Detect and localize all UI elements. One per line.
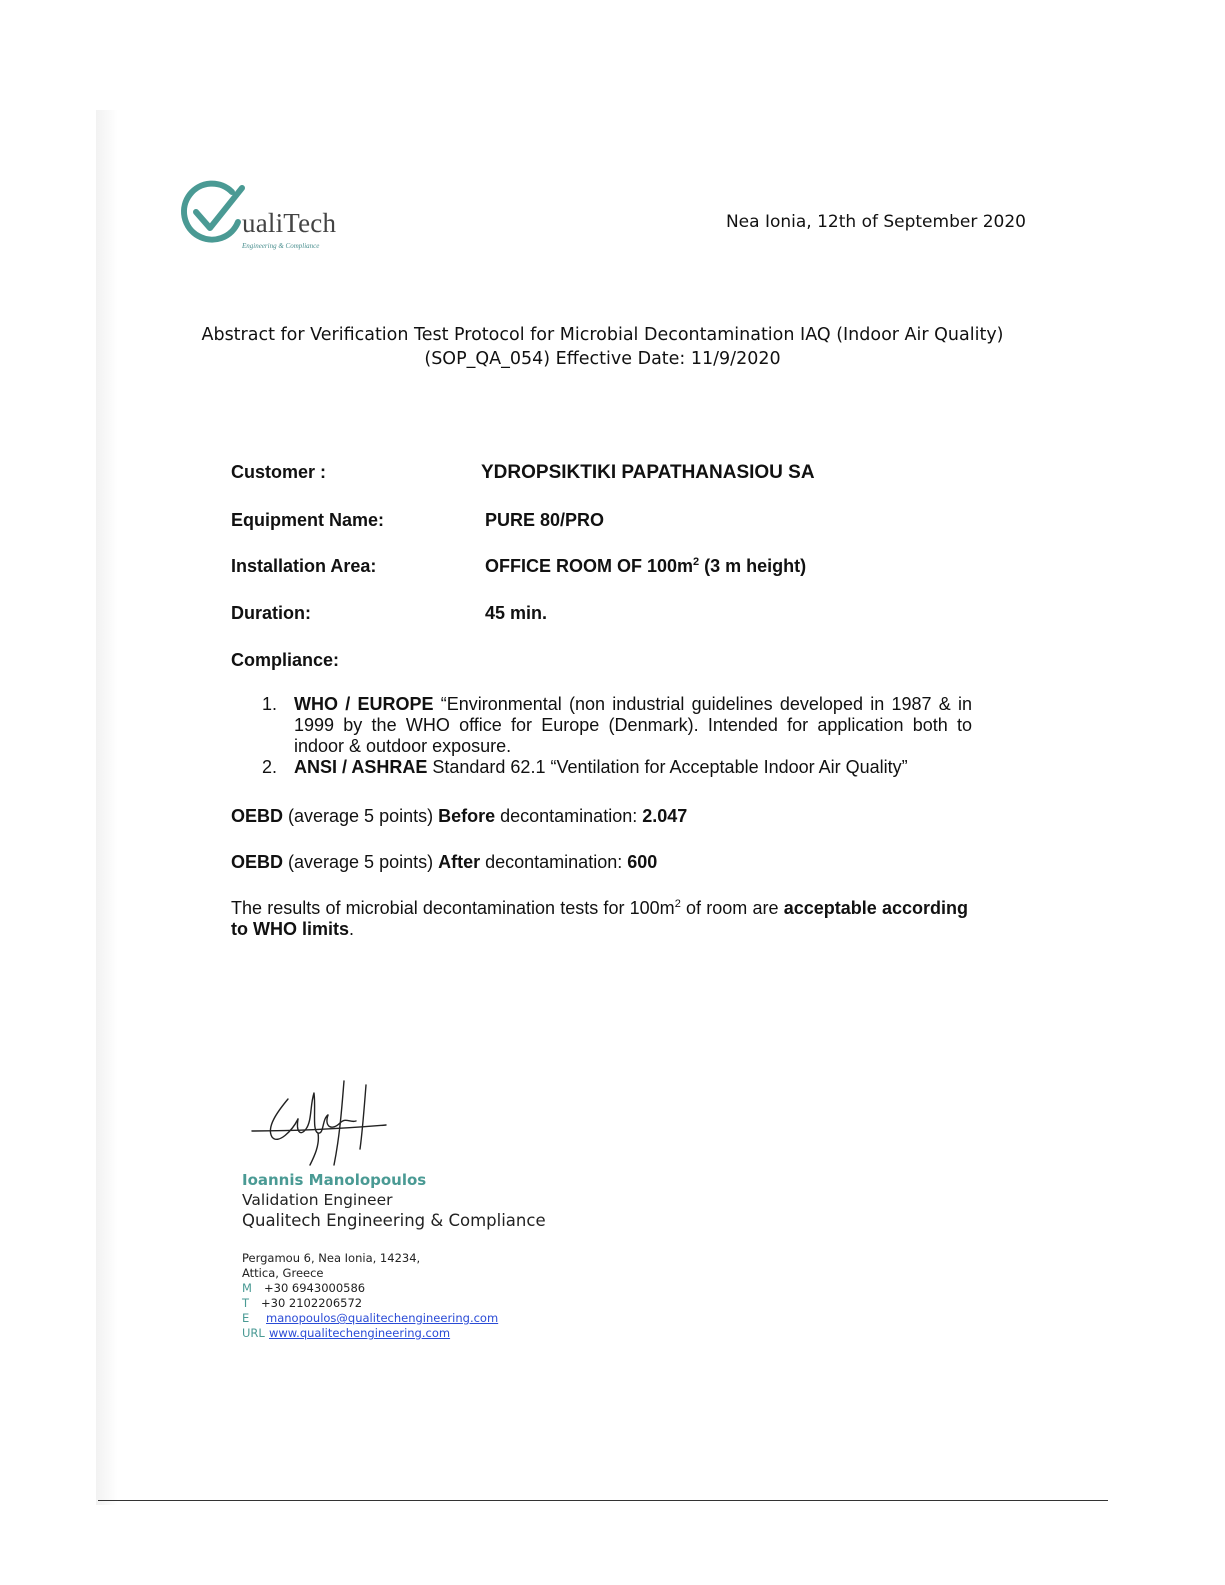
email-row: E manopoulos@qualitechengineering.com: [242, 1311, 499, 1325]
place-date: Nea Ionia, 12th of September 2020: [725, 212, 1026, 232]
list-item: 1. WHO / EUROPE “Environmental (non industrial guidelines developed in 1987 & in 1999 by the WHO office for Europe (Denmark). Intended for application both to indoor & outdoor exposure.: [262, 694, 972, 756]
oebd-before: OEBD (average 5 points) Before decontamination: 2.047: [231, 806, 688, 826]
customer-label: Customer :: [231, 462, 327, 482]
mobile-row: M +30 6943000586: [242, 1281, 366, 1295]
website-link[interactable]: www.qualitechengineering.com: [269, 1326, 451, 1340]
equipment-label: Equipment Name:: [231, 510, 385, 530]
duration-label: Duration:: [231, 603, 311, 623]
compliance-label: Compliance:: [231, 650, 340, 670]
contact-block: [242, 1251, 498, 1341]
document-title: [150, 323, 1055, 371]
equipment-value: PURE 80/PRO: [485, 510, 605, 530]
area-label: Installation Area:: [231, 556, 377, 576]
address-line-2: Attica, Greece: [242, 1266, 324, 1280]
url-row: URL www.qualitechengineering.com: [242, 1326, 451, 1340]
signatory-role: Validation Engineer: [242, 1191, 393, 1209]
company-logo: [180, 178, 370, 258]
logo-wordmark: ualiTech: [242, 208, 337, 238]
title-line-1: Abstract for Verification Test Protocol for Microbial Decontamination IAQ (Indoor Air Quality): [201, 325, 1004, 345]
check-circle-icon: [180, 178, 250, 248]
result-statement: The results of microbial decontamination tests for $100m^2$ of room are acceptable according to WHO limits.: [231, 898, 968, 939]
signatory-company: Qualitech Engineering & Compliance: [242, 1211, 546, 1230]
compliance-list: [262, 694, 972, 778]
tel-row: T +30 2102206572: [242, 1296, 363, 1310]
address-line-1: Pergamou 6, Nea Ionia, 14234,: [242, 1251, 421, 1265]
title-line-2: (SOP_QA_054) Effective Date: 11/9/2020: [424, 349, 781, 369]
handwritten-signature: [248, 1075, 398, 1170]
footer-divider: [98, 1500, 1108, 1501]
customer-value: YDROPSIKTIKI PAPATHANASIOU SA: [481, 462, 815, 483]
page-edge-shadow: [96, 110, 118, 1505]
list-item: 2. ANSI / ASHRAE Standard 62.1 “Ventilation for Acceptable Indoor Air Quality”: [262, 757, 908, 777]
oebd-after: OEBD (average 5 points) After decontamination: 600: [231, 852, 658, 872]
email-link[interactable]: manopoulos@qualitechengineering.com: [266, 1311, 499, 1325]
area-value: OFFICE ROOM OF $100m^2$ (3 m height): [485, 556, 807, 576]
signatory-name: Ioannis Manolopoulos: [242, 1171, 427, 1189]
logo-subtitle: Engineering & Compliance: [242, 242, 320, 250]
duration-value: 45 min.: [485, 603, 548, 623]
